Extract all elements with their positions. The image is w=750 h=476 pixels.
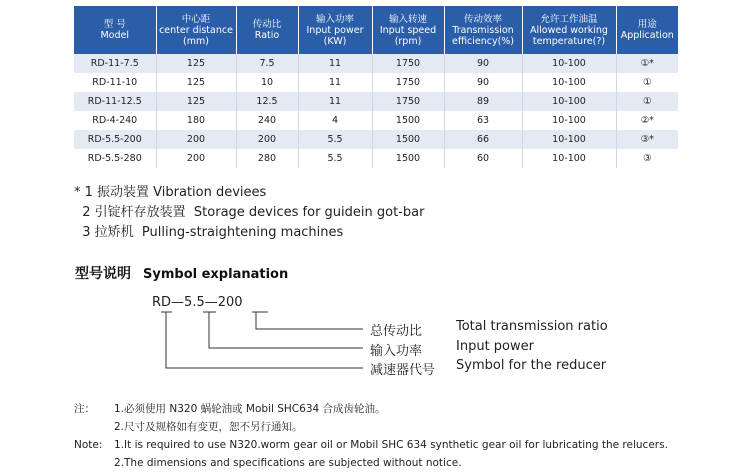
table-cell: ①* [616,54,678,73]
table-cell: 60 [444,149,522,168]
column-header-line: 允许工作油温 [540,13,598,25]
leader-line-ratio [252,312,363,329]
column-header-line: (mm) [183,35,209,47]
table-cell: 7.5 [236,54,298,73]
note-tag-en: Note: [74,439,103,451]
label-power-en: Input power [456,339,534,354]
column-header-line: 型 号 [103,19,126,30]
label-reducer-cn: 减速器代号 [370,363,436,378]
table-cell: 180 [156,111,236,130]
table-cell: RD-11-7.5 [74,54,156,73]
table-cell: 89 [444,92,522,111]
symbol-heading-cn: 型号说明 [75,266,131,282]
table-cell: 11 [298,54,372,73]
note-text: 2.尺寸及规格如有变更，恕不另行通知。 [114,421,303,433]
column-header-line: 传动效率 [463,13,502,25]
note-tag-cn: 注： [74,403,95,415]
table-cell: RD-5.5-280 [74,149,156,168]
table-cell: 10-100 [522,149,616,168]
table-cell: 280 [236,149,298,168]
table-cell: RD-4-240 [74,111,156,130]
column-header-line: Ratio [254,30,280,41]
table-cell: 10-100 [522,54,616,73]
column-header-line: efficiency(%) [451,35,515,47]
table-cell: 10-100 [522,130,616,149]
column-header-line: (rpm) [394,35,422,47]
table-cell: ③* [616,130,678,149]
table-cell: 66 [444,130,522,149]
table-cell: 11 [298,73,372,92]
table-cell: 1750 [372,92,444,111]
note-text: 1.It is required to use N320.worm gear oil or Mobil SHC 634 synthetic gear oil for lubricating the relucers. [114,439,668,451]
label-reducer-en: Symbol for the reducer [456,358,607,373]
table-cell: 200 [156,149,236,168]
column-header-line: 输入功率 [315,13,354,25]
table-cell: 11 [298,92,372,111]
table-cell: 10-100 [522,111,616,130]
model-code: RD—5.5—200 [152,295,243,310]
column-header-line: temperature(?) [532,35,606,47]
table-cell: ① [616,92,678,111]
column-header-line: 传动比 [252,19,282,30]
leader-line-reducer [161,312,363,368]
table-cell: 1500 [372,111,444,130]
note-text: 1.必须使用 N320 蜗轮油或 Mobil SHC634 合成齿轮油。 [114,403,386,415]
column-header-line: Input power [306,24,364,36]
table-cell: 125 [156,73,236,92]
table-cell: 5.5 [298,149,372,168]
table-cell: ②* [616,111,678,130]
table-cell: RD-11-12.5 [74,92,156,111]
label-power-cn: 输入功率 [370,344,423,359]
table-cell: 200 [236,130,298,149]
column-header-line: Transmission [452,24,514,36]
table-cell: 10 [236,73,298,92]
footnote-2: 2 引锭杆存放装置 Storage devices for guidein got-bar [74,205,425,220]
table-cell: 12.5 [236,92,298,111]
table-cell: 1500 [372,130,444,149]
table-cell: RD-5.5-200 [74,130,156,149]
column-header-line: center distance [159,24,233,36]
symbol-heading-en: Symbol explanation [143,267,289,282]
table-cell: 1750 [372,54,444,73]
table-cell: 90 [444,54,522,73]
note-text: 2.The dimensions and specifications are subjected without notice. [114,457,462,469]
leader-line-power [203,312,363,348]
label-ratio-cn: 总传动比 [370,324,423,339]
footnote-1: * 1 振动装置 Vibration deviees [74,185,267,200]
column-header-line: Allowed working [530,24,608,36]
table-cell: ③ [616,149,678,168]
column-header-line: Input speed [379,24,437,36]
table-cell: 1500 [372,149,444,168]
column-header-line: 用途 [637,19,657,30]
column-header-line: (KW) [323,35,347,47]
table-cell: 1750 [372,73,444,92]
table-cell: 90 [444,73,522,92]
table-cell: 63 [444,111,522,130]
footnote-3: 3 拉矫机 Pulling-straightening machines [74,225,344,240]
table-cell: 125 [156,92,236,111]
table-cell: 4 [298,111,372,130]
table-cell: 10-100 [522,92,616,111]
label-ratio-en: Total transmission ratio [456,319,608,334]
column-header-line: 中心距 [181,13,211,25]
table-cell: 125 [156,54,236,73]
table-cell: 10-100 [522,73,616,92]
table-cell: 200 [156,130,236,149]
table-cell: 5.5 [298,130,372,149]
table-cell: 240 [236,111,298,130]
column-header-line: 输入转速 [388,13,427,25]
table-cell: ① [616,73,678,92]
column-header-line: Model [100,30,130,41]
column-header-line: Application [620,30,674,41]
table-cell: RD-11-10 [74,73,156,92]
